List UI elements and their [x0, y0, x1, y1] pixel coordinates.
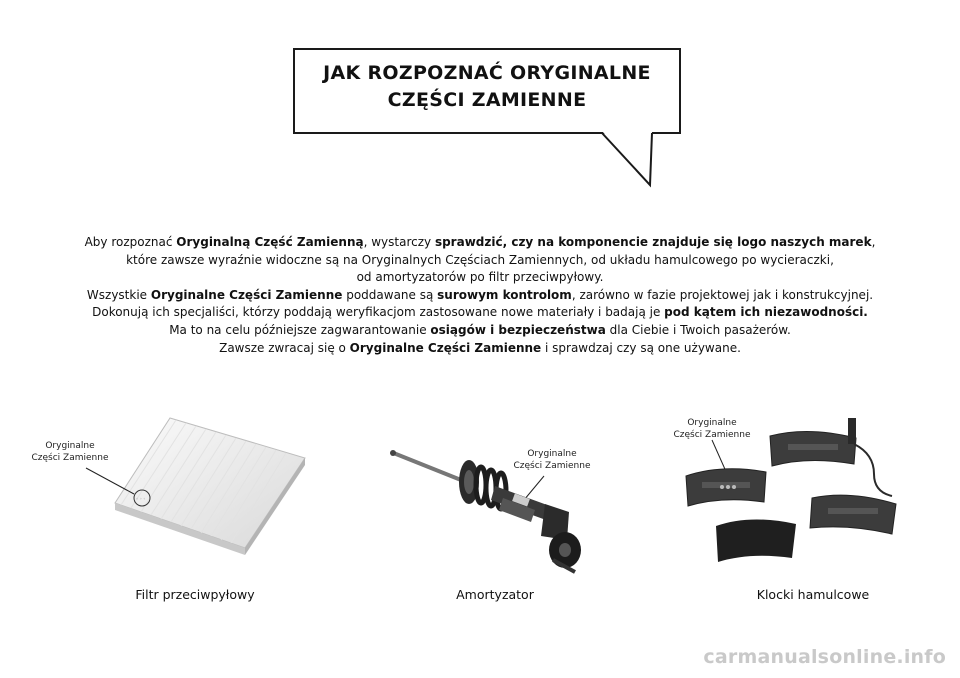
callout-line-2: Części Zamienne: [31, 453, 109, 463]
intro-paragraph: [40, 234, 920, 357]
intro-text: Aby rozpoznać: [84, 235, 177, 249]
intro-emphasis: osiągów i bezpieczeństwa: [430, 322, 606, 337]
callout-line-2: Części Zamienne: [513, 461, 591, 471]
callout-line-2: Części Zamienne: [673, 430, 751, 440]
intro-line-4: [40, 287, 920, 305]
intro-line-3: od amortyzatorów po filtr przeciwpyłowy.: [356, 270, 604, 285]
intro-text: , zarówno w fazie projektowej jak i konstrukcyjnej.: [571, 287, 874, 302]
intro-emphasis: sprawdzić, czy na komponencie znajduje się logo naszych marek: [434, 235, 872, 249]
cabin-filter-image: [110, 408, 310, 558]
brake-pads-callout: [668, 417, 756, 441]
callout-line-1: Oryginalne: [45, 441, 95, 451]
brake-pads-caption: Klocki hamulcowe: [756, 587, 870, 602]
intro-line-6: [40, 322, 920, 340]
shock-absorber-caption: Amortyzator: [456, 587, 534, 602]
page-title: [293, 60, 681, 114]
intro-text: dla Ciebie i Twoich pasażerów.: [605, 322, 791, 337]
cabin-filter-caption: Filtr przeciwpyłowy: [135, 587, 255, 602]
intro-text: poddawane są: [342, 287, 438, 302]
svg-text:◦ ◦ ◦: ◦ ◦ ◦: [136, 496, 146, 501]
callout-line-1: Oryginalne: [687, 418, 737, 428]
intro-line-2: które zawsze wyraźnie widoczne są na Oryginalnych Częściach Zamiennych, od układu hamulcowego po wycieraczki,: [126, 252, 834, 267]
speech-bubble-tail: [600, 131, 660, 189]
intro-text: ,: [871, 235, 876, 249]
intro-text: Zawsze zwracaj się o: [219, 340, 350, 355]
intro-text: , wystarczy: [363, 235, 435, 249]
shock-absorber-callout: [508, 448, 596, 472]
callout-line-1: Oryginalne: [527, 449, 577, 459]
intro-emphasis: pod kątem ich niezawodności.: [664, 305, 868, 320]
intro-emphasis: Oryginalne Części Zamienne: [150, 287, 343, 302]
intro-emphasis: Oryginalne Części Zamienne: [349, 340, 542, 355]
intro-line-7: [40, 340, 920, 358]
page-title-line-1: JAK ROZPOZNAĆ ORYGINALNE: [323, 62, 651, 84]
intro-emphasis: Oryginalną Część Zamienną: [176, 235, 364, 249]
intro-text: Ma to na celu późniejsze zagwarantowanie: [169, 322, 431, 337]
watermark: carmanualsonline.info: [703, 646, 946, 668]
intro-line-5: [40, 304, 920, 322]
intro-text: Wszystkie: [86, 287, 151, 302]
intro-text: Dokonują ich specjaliści, którzy poddają weryfikacjom zastosowane nowe materiały i badają je: [92, 305, 665, 320]
intro-emphasis: surowym kontrolom: [437, 287, 572, 302]
intro-line-1: [40, 234, 920, 252]
intro-text: i sprawdzaj czy są one używane.: [541, 340, 741, 355]
page-title-line-2: CZĘŚCI ZAMIENNE: [387, 89, 587, 111]
cabin-filter-callout: [30, 440, 110, 464]
